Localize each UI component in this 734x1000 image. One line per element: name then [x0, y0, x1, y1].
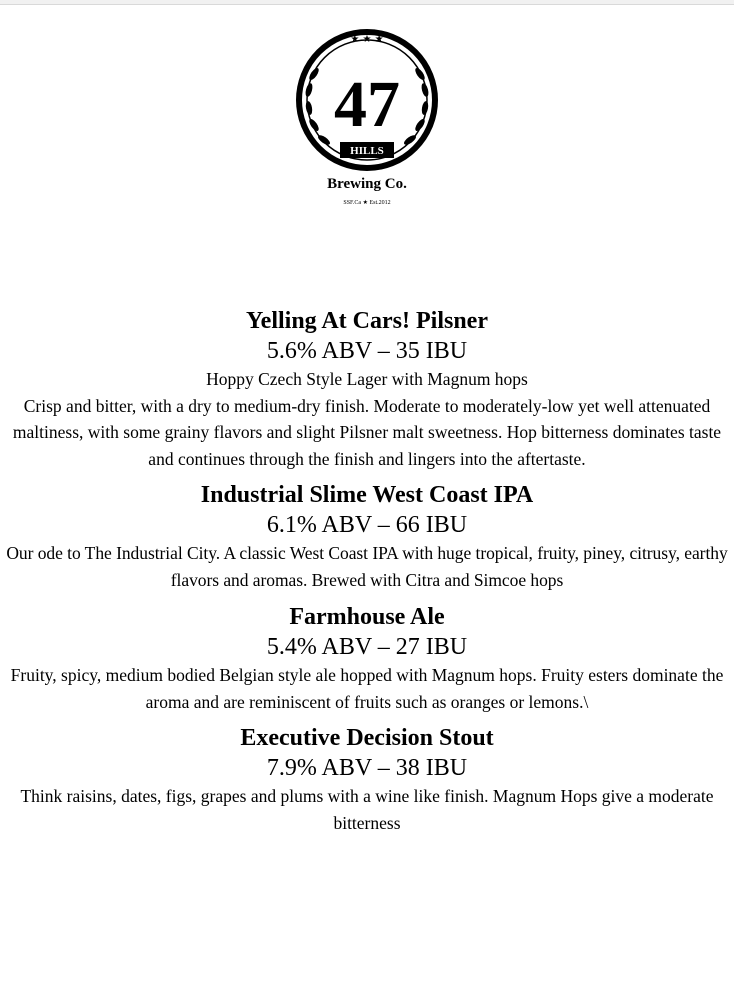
- beer-item: [0, 723, 734, 836]
- svg-text:★ ★ ★: ★ ★ ★: [350, 34, 384, 45]
- beer-name: Yelling At Cars! Pilsner: [246, 308, 488, 334]
- beer-name: Executive Decision Stout: [240, 725, 494, 751]
- beer-abv-ibu: 6.1% ABV – 66 IBU: [266, 512, 468, 538]
- beer-menu: [0, 304, 734, 836]
- beer-abv-ibu: 5.4% ABV – 27 IBU: [266, 634, 468, 660]
- beer-subtitle: Hoppy Czech Style Lager with Magnum hops: [206, 369, 528, 389]
- beer-description: Think raisins, dates, figs, grapes and plums with a wine like finish. Magnum Hops give a moderate bitterness: [20, 786, 714, 833]
- beer-abv-ibu: 7.9% ABV – 38 IBU: [266, 755, 468, 781]
- beer-description: Crisp and bitter, with a dry to medium-dry finish. Moderate to moderately-low yet well attenuated maltiness, with some grainy flavors and slight Pilsner malt sweetness. Hop bitterness dominates taste and continues through the finish and lingers into the aftertaste.: [12, 395, 722, 469]
- beer-abv-ibu: 5.6% ABV – 35 IBU: [266, 338, 468, 364]
- logo-banner-text: HILLS: [350, 145, 384, 157]
- beer-description: Fruity, spicy, medium bodied Belgian style ale hopped with Magnum hops. Fruity esters dominate the aroma and are reminiscent of fruits such as oranges or lemons.\: [10, 665, 724, 712]
- beer-name: Industrial Slime West Coast IPA: [200, 482, 534, 508]
- logo-brand: Brewing Co.: [327, 176, 407, 192]
- beer-item: [0, 480, 734, 593]
- logo-number: 47: [334, 68, 400, 141]
- beer-description: Our ode to The Industrial City. A classic West Coast IPA with huge tropical, fruity, piney, citrusy, earthy flavors and aromas. Brewed with Citra and Simcoe hops: [6, 543, 728, 590]
- logo-tagline: SSF.Ca ★ Est.2012: [343, 200, 391, 206]
- top-border: [0, 0, 734, 5]
- beer-item: [0, 602, 734, 715]
- beer-item: [0, 306, 734, 472]
- beer-name: Farmhouse Ale: [289, 604, 445, 630]
- brewery-logo: [290, 22, 444, 218]
